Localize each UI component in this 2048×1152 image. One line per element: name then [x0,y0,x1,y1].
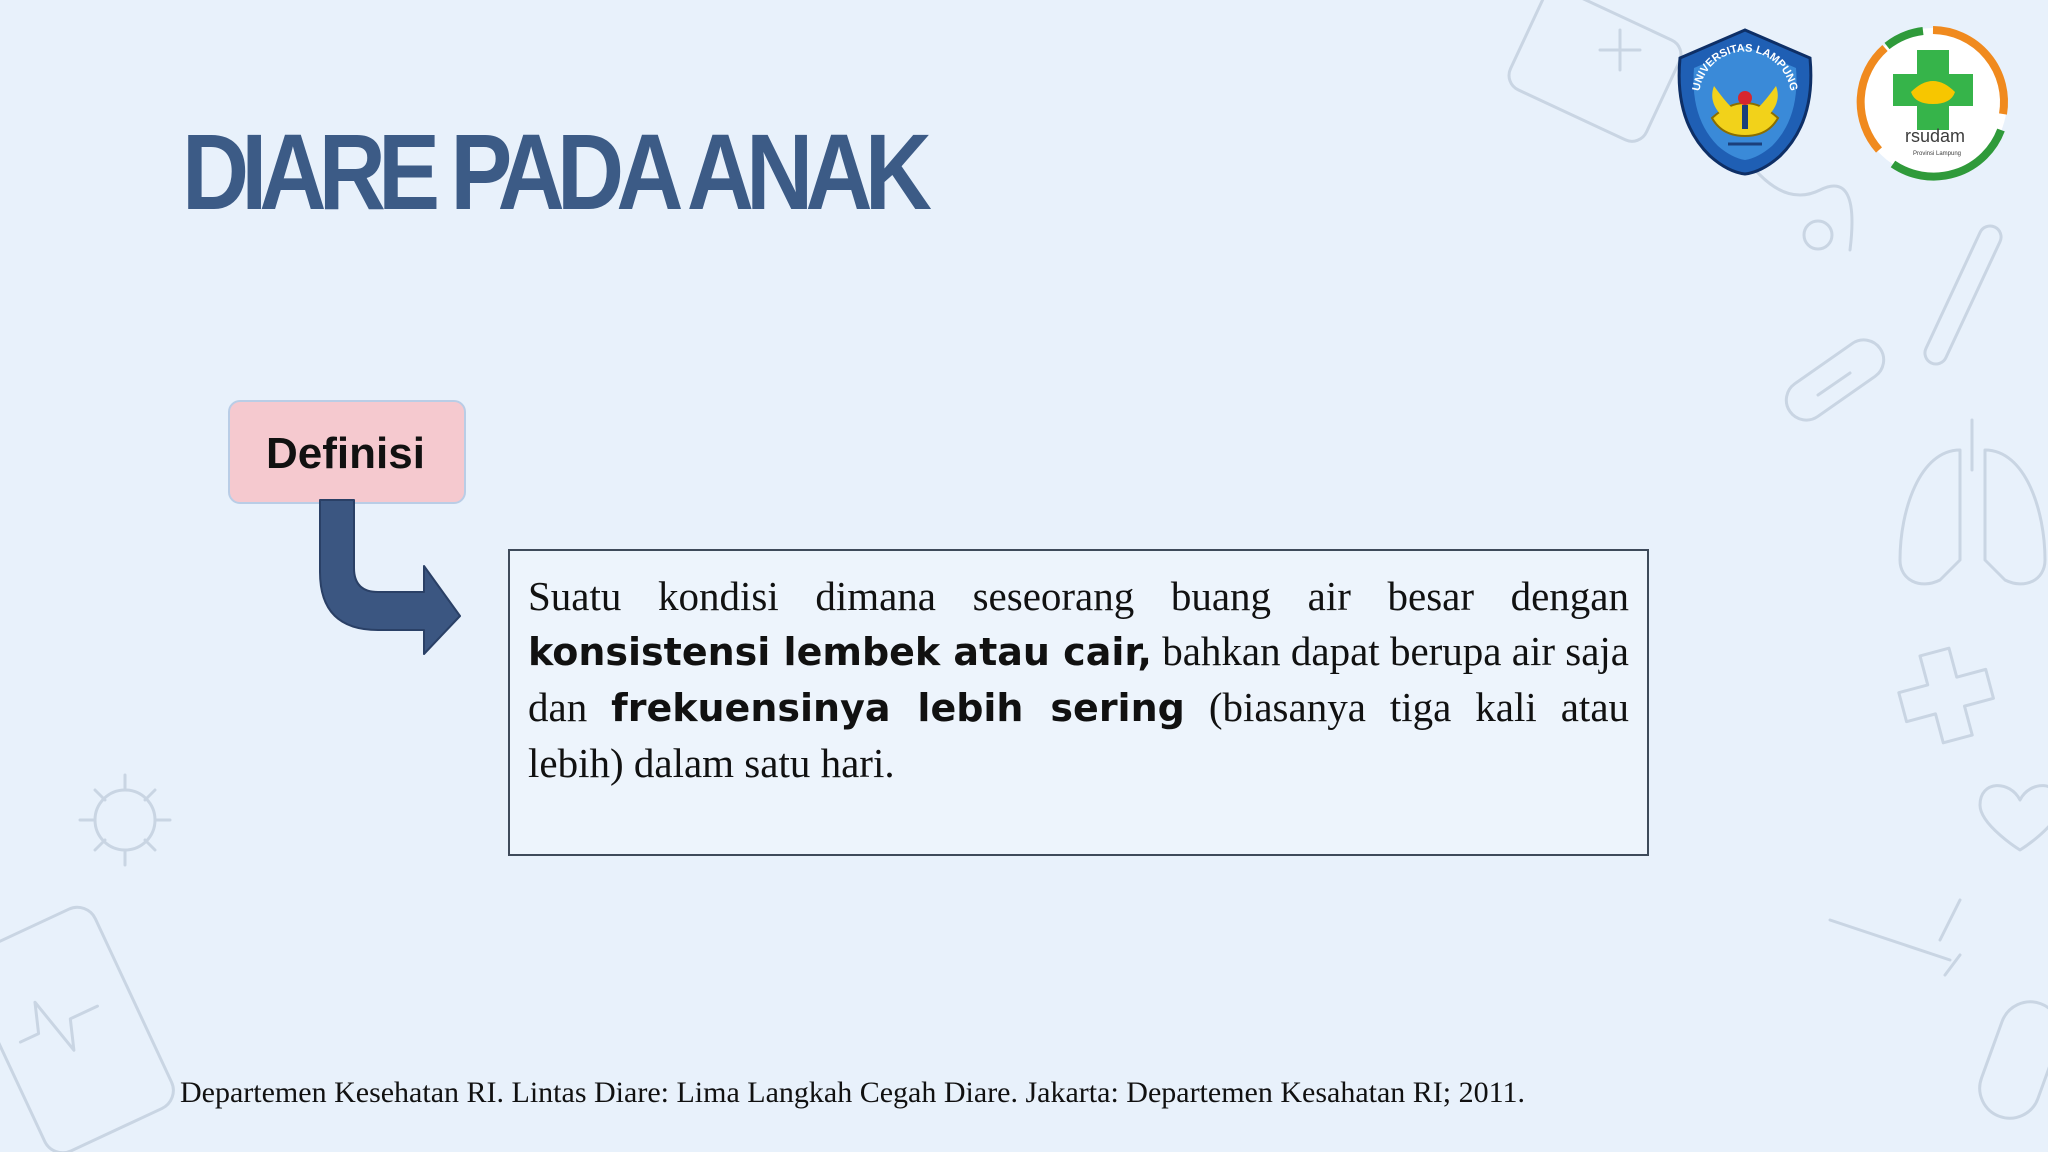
slide-title: DIARE PADA ANAK [182,111,925,232]
pill-capsule-doodle-icon [1778,332,1891,428]
definition-text-part3: (biasanya tiga kali atau lebih) dalam satu hari. [528,684,1630,786]
definition-content-box [508,549,1649,856]
definition-text-bold1: konsistensi lembek atau cair, [528,630,1152,674]
definition-text-part1: Suatu kondisi dimana seseorang buang air besar dengan [528,573,1629,619]
pill-doodle-icon [1971,993,2048,1126]
syringe-doodle-icon [1830,900,1960,975]
thermometer-doodle-icon [1921,222,2004,367]
rsudam-logo [1853,22,2013,182]
definition-text [528,569,1629,791]
first-aid-kit-doodle-icon [1504,0,1686,147]
definition-text-bold2: frekuensinya lebih sering [611,686,1185,730]
virus-doodle-icon [80,775,170,865]
definition-label: Definisi [266,429,425,478]
heart-doodle-icon [1980,786,2048,850]
universitas-lampung-logo [1670,26,1820,176]
bent-arrow-right-icon [312,500,472,660]
medical-cross-doodle-icon [1891,640,2001,750]
svg-text:UNIVERSITAS LAMPUNG: UNIVERSITAS LAMPUNG [1690,42,1800,93]
lungs-doodle-icon [1900,420,2045,584]
definition-label-box [228,400,466,504]
reference-citation: Departemen Kesehatan RI. Lintas Diare: Lima Langkah Cegah Diare. Jakarta: Departemen Kesahatan RI; 2011. [180,1076,1526,1109]
definition-text-part2: bahkan dapat berupa air saja dan [528,628,1630,730]
svg-text:rsudam: rsudam [1904,126,1966,146]
ecg-monitor-doodle-icon [0,901,180,1152]
svg-text:Provinsi Lampung: Provinsi Lampung [1912,151,1962,157]
